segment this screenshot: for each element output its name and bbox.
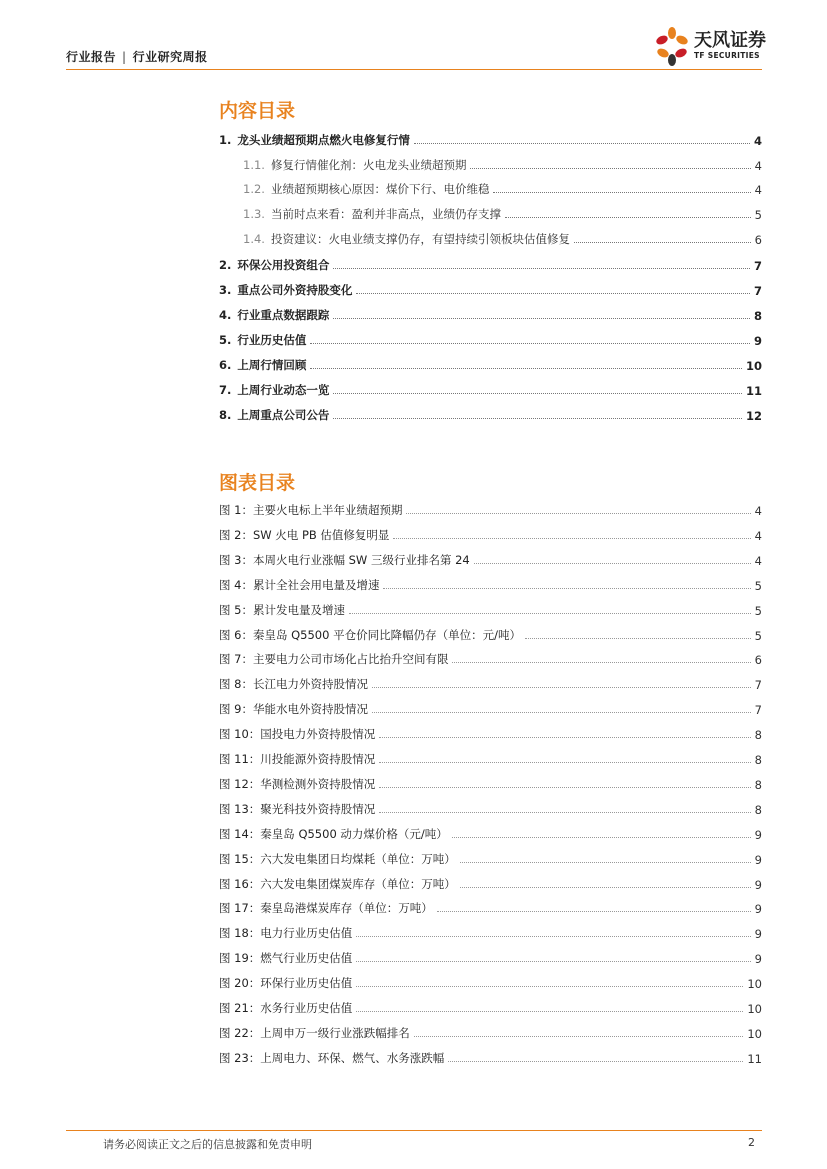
toc-item-label [219,282,354,298]
toc-item-number: 7. [219,383,232,397]
figures-title: 图表目录 [219,472,296,494]
toc-dot-leader [470,167,750,169]
toc-item-label [219,332,308,348]
figure-dot-leader [372,686,751,688]
toc-item-number: 1.1. [243,158,265,172]
figure-dot-leader [383,587,750,589]
toc-item-number: 4. [219,308,232,322]
toc-item-text: 环保公用投资组合 [237,258,330,272]
figure-item-page: 11 [747,1052,762,1066]
toc-item-label [219,382,331,398]
figure-item[interactable] [219,548,762,568]
figure-dot-leader [379,736,750,738]
toc-item-text: 修复行情催化剂：火电龙头业绩超预期 [270,158,467,172]
figure-item-page: 6 [754,653,762,667]
toc-item-page: 8 [753,309,762,323]
figure-dot-leader [372,711,751,713]
figure-item-page: 9 [754,853,762,867]
figure-item[interactable] [219,1021,762,1041]
figure-dot-leader [452,661,750,663]
header-separator: | [122,50,127,64]
figure-item-label: 图 15：六大发电集团日均煤耗（单位：万吨） [219,852,456,866]
figure-dot-leader [437,910,751,912]
report-category: 行业报告 [66,50,117,64]
toc-item-page: 4 [754,183,762,197]
figure-item[interactable] [219,672,762,692]
report-header [66,48,208,65]
toc-item-number: 8. [219,408,232,422]
toc-item[interactable] [219,303,762,323]
figure-item-label: 图 17：秦皇岛港煤炭库存（单位：万吨） [219,901,433,915]
figure-item-page: 8 [754,778,762,792]
toc-item-page: 4 [754,159,762,173]
figure-item[interactable] [219,797,762,817]
figure-item[interactable] [219,847,762,867]
toc-item[interactable] [243,177,762,197]
figure-dot-leader [356,985,743,987]
figure-item[interactable] [219,647,762,667]
toc-item[interactable] [243,227,762,247]
figure-dot-leader [406,512,750,514]
toc-dot-leader [493,191,750,193]
figure-item[interactable] [219,946,762,966]
figure-item-page: 7 [754,678,762,692]
figure-item[interactable] [219,872,762,892]
toc-item-label [219,407,331,423]
figure-item-page: 7 [754,703,762,717]
figure-item-label: 图 1：主要火电标上半年业绩超预期 [219,503,403,517]
toc-item-text: 上周重点公司公告 [237,408,330,422]
toc-dot-leader [310,342,750,344]
toc-item-text: 投资建议：火电业绩支撑仍存，有望持续引领板块估值修复 [270,232,570,246]
figure-item[interactable] [219,971,762,991]
toc-item-text: 业绩超预期核心原因：煤价下行、电价维稳 [270,182,490,196]
figure-item-label: 图 6：秦皇岛 Q5500 平仓价同比降幅仍存（单位：元/吨） [219,628,521,642]
figure-item[interactable] [219,1046,762,1066]
figure-dot-leader [379,786,750,788]
toc-item-page: 7 [753,259,762,273]
figure-item[interactable] [219,896,762,916]
figure-item-page: 8 [754,753,762,767]
figure-item-page: 9 [754,902,762,916]
toc-item-label [243,181,491,197]
toc-dot-leader [333,267,750,269]
toc-dot-leader [356,292,750,294]
figure-item-label: 图 9：华能水电外资持股情况 [219,702,368,716]
figure-item-page: 4 [754,529,762,543]
figure-item-page: 8 [754,803,762,817]
figure-item-page: 5 [754,604,762,618]
figure-item-page: 5 [754,579,762,593]
toc-item-number: 1. [219,133,232,147]
toc-item[interactable] [219,378,762,398]
toc-item[interactable] [219,128,762,148]
toc-item-number: 6. [219,358,232,372]
toc-dot-leader [505,216,751,218]
toc-item-text: 上周行业动态一览 [237,383,330,397]
logo-chinese-name: 天风证券 [694,30,766,51]
figure-item-page: 5 [754,629,762,643]
figure-dot-leader [379,761,750,763]
figure-item-page: 9 [754,927,762,941]
figure-dot-leader [349,612,751,614]
figure-item-page: 9 [754,952,762,966]
figure-item-label: 图 8：长江电力外资持股情况 [219,677,368,691]
toc-item-page: 9 [753,334,762,348]
figure-item-label: 图 18：电力行业历史估值 [219,926,353,940]
figure-item-label: 图 11：川投能源外资持股情况 [219,752,376,766]
figure-item-page: 8 [754,728,762,742]
figure-item-page: 9 [754,878,762,892]
figure-item-label: 图 22：上周申万一级行业涨跌幅排名 [219,1026,410,1040]
footer-disclaimer: 请务必阅读正文之后的信息披露和免责申明 [103,1138,312,1151]
figure-dot-leader [356,960,750,962]
toc-item[interactable] [219,253,762,273]
figure-item-label: 图 10：国投电力外资持股情况 [219,727,376,741]
toc-item-text: 行业历史估值 [237,333,307,347]
toc-item[interactable] [219,328,762,348]
toc-dot-leader [333,392,742,394]
toc-item-text: 上周行情回顾 [237,358,307,372]
toc-item-page: 10 [745,359,762,373]
toc-dot-leader [310,367,742,369]
figure-item-label: 图 13：聚光科技外资持股情况 [219,802,376,816]
figure-item-label: 图 5：累计发电量及增速 [219,603,345,617]
figure-item[interactable] [219,573,762,593]
logo-english-name: TF SECURITIES [694,51,760,60]
figure-item-page: 10 [747,977,762,991]
toc-item-text: 当前时点来看：盈利并非高点，业绩仍存支撑 [270,207,501,221]
toc-item-text: 行业重点数据跟踪 [237,308,330,322]
toc-item-label [219,257,331,273]
toc-item-label [243,157,468,173]
figure-dot-leader [356,1010,743,1012]
figure-item[interactable] [219,722,762,742]
toc-title: 内容目录 [219,100,296,122]
figure-dot-leader [460,861,751,863]
toc-item-page: 7 [753,284,762,298]
figure-item-page: 10 [747,1002,762,1016]
figure-item[interactable] [219,623,762,643]
toc-item-number: 1.4. [243,232,265,246]
figure-item-page: 10 [747,1027,762,1041]
toc-dot-leader [574,241,751,243]
figure-dot-leader [474,562,751,564]
toc-item-number: 1.2. [243,182,265,196]
figure-dot-leader [414,1035,744,1037]
figure-dot-leader [448,1060,743,1062]
figure-item-page: 4 [754,554,762,568]
report-subcategory: 行业研究周报 [132,50,208,64]
toc-dot-leader [414,142,750,144]
figure-item[interactable] [219,697,762,717]
toc-item-page: 6 [754,233,762,247]
toc-item-number: 2. [219,258,232,272]
toc-item-label [219,307,331,323]
toc-item-page: 11 [745,384,762,398]
figure-item-page: 4 [754,504,762,518]
flower-logo-icon [652,24,692,68]
figure-item[interactable] [219,598,762,618]
figure-item-label: 图 3：本周火电行业涨幅 SW 三级行业排名第 24 [219,553,470,567]
figure-dot-leader [452,836,751,838]
figure-item-label: 图 23：上周电力、环保、燃气、水务涨跌幅 [219,1051,445,1065]
figure-item-label: 图 19：燃气行业历史估值 [219,951,353,965]
figure-dot-leader [460,886,751,888]
figure-dot-leader [356,935,750,937]
figure-item-label: 图 14：秦皇岛 Q5500 动力煤价格（元/吨） [219,827,448,841]
figure-dot-leader [379,811,750,813]
toc-item-page: 12 [745,409,762,423]
toc-item[interactable] [219,353,762,373]
figure-item[interactable] [219,523,762,543]
figure-item-page: 9 [754,828,762,842]
figure-dot-leader [393,537,750,539]
figure-item[interactable] [219,772,762,792]
toc-item[interactable] [219,278,762,298]
toc-item-text: 重点公司外资持股变化 [237,283,353,297]
figure-item-label: 图 2：SW 火电 PB 估值修复明显 [219,528,390,542]
figure-item-label: 图 4：累计全社会用电量及增速 [219,578,380,592]
figure-item[interactable] [219,822,762,842]
toc-item-page: 5 [754,208,762,222]
toc-item-label [243,231,572,247]
figure-item-label: 图 21：水务行业历史估值 [219,1001,353,1015]
company-logo [652,24,767,68]
toc-item[interactable] [243,153,762,173]
toc-dot-leader [333,317,750,319]
figure-item-label: 图 12：华测检测外资持股情况 [219,777,376,791]
page-number: 2 [748,1136,755,1149]
figure-item[interactable] [219,921,762,941]
toc-item[interactable] [219,403,762,423]
toc-item-number: 5. [219,333,232,347]
toc-item-text: 龙头业绩超预期点燃火电修复行情 [237,133,410,147]
toc-item-label [219,132,412,148]
figure-item[interactable] [219,996,762,1016]
toc-item-label [243,206,503,222]
figure-item-label: 图 16：六大发电集团煤炭库存（单位：万吨） [219,877,456,891]
figure-dot-leader [525,637,751,639]
footer-divider [66,1130,762,1131]
toc-dot-leader [333,417,742,419]
toc-item-number: 3. [219,283,232,297]
figure-item-label: 图 7：主要电力公司市场化占比抬升空间有限 [219,652,449,666]
figure-item-label: 图 20：环保行业历史估值 [219,976,353,990]
figure-item[interactable] [219,498,762,518]
toc-item-number: 1.3. [243,207,265,221]
toc-item-label [219,357,308,373]
header-divider [66,69,762,70]
toc-item-page: 4 [753,134,762,148]
toc-item[interactable] [243,202,762,222]
figure-item[interactable] [219,747,762,767]
